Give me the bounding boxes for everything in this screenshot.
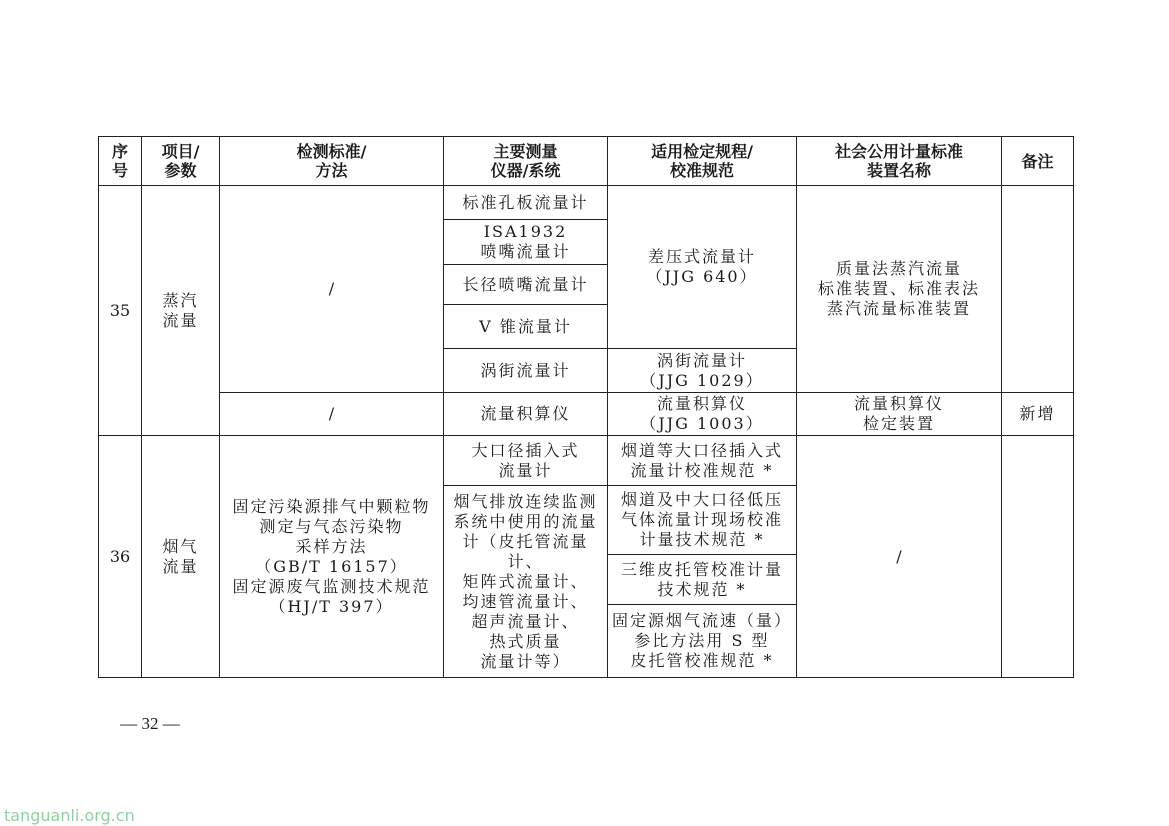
row35-remark bbox=[1002, 186, 1074, 393]
row35-standard: / bbox=[220, 186, 444, 393]
row35-regulation: 流量积算仪 （JJG 1003） bbox=[608, 393, 797, 436]
flow-standard-table bbox=[98, 136, 1074, 678]
header-row bbox=[99, 137, 1074, 186]
row35-instrument: 长径喷嘴流量计 bbox=[444, 265, 608, 305]
row36-regulation: 固定源烟气流速（量） 参比方法用 S 型 皮托管校准规范 * bbox=[608, 605, 797, 678]
table-row bbox=[99, 186, 1074, 220]
row35-instrument: 流量积算仪 bbox=[444, 393, 608, 436]
row35-item: 蒸汽 流量 bbox=[142, 186, 220, 436]
row35-instrument: ISA1932 喷嘴流量计 bbox=[444, 220, 608, 265]
row36-item: 烟气 流量 bbox=[142, 436, 220, 678]
row35-remark: 新增 bbox=[1002, 393, 1074, 436]
row35-standard: / bbox=[220, 393, 444, 436]
row35-regulation: 涡街流量计 （JJG 1029） bbox=[608, 349, 797, 393]
row36-remark bbox=[1002, 436, 1074, 678]
row35-device: 流量积算仪 检定装置 bbox=[797, 393, 1002, 436]
header-device: 社会公用计量标准 装置名称 bbox=[797, 137, 1002, 186]
row36-standard: 固定污染源排气中颗粒物 测定与气态污染物 采样方法 （GB/T 16157） 固定源废气监测技术规范 （HJ/T 397） bbox=[220, 436, 444, 678]
row35-no: 35 bbox=[99, 186, 142, 436]
table-row bbox=[99, 393, 1074, 436]
row35-regulation: 差压式流量计 （JJG 640） bbox=[608, 186, 797, 349]
header-item: 项目/ 参数 bbox=[142, 137, 220, 186]
row36-no: 36 bbox=[99, 436, 142, 678]
table-row bbox=[99, 436, 1074, 486]
page-number: — 32 — bbox=[120, 714, 180, 733]
header-standard: 检测标准/ 方法 bbox=[220, 137, 444, 186]
row35-instrument: 标准孔板流量计 bbox=[444, 186, 608, 220]
row36-instrument: 大口径插入式 流量计 bbox=[444, 436, 608, 486]
row35-device: 质量法蒸汽流量 标准装置、标准表法 蒸汽流量标准装置 bbox=[797, 186, 1002, 393]
row35-instrument: V 锥流量计 bbox=[444, 305, 608, 349]
row36-regulation: 烟道等大口径插入式 流量计校准规范 * bbox=[608, 436, 797, 486]
header-remark: 备注 bbox=[1002, 137, 1074, 186]
row36-device: / bbox=[797, 436, 1002, 678]
row36-regulation: 三维皮托管校准计量 技术规范 * bbox=[608, 555, 797, 605]
watermark: tanguanli.org.cn bbox=[4, 806, 135, 825]
header-instruments: 主要测量 仪器/系统 bbox=[444, 137, 608, 186]
header-no: 序 号 bbox=[99, 137, 142, 186]
header-regulation: 适用检定规程/ 校准规范 bbox=[608, 137, 797, 186]
row36-instrument: 烟气排放连续监测 系统中使用的流量 计（皮托管流量计、 矩阵式流量计、 均速管流量计、 超声流量计、 热式质量 流量计等） bbox=[444, 486, 608, 678]
row36-regulation: 烟道及中大口径低压 气体流量计现场校准 计量技术规范 * bbox=[608, 486, 797, 555]
row35-instrument: 涡街流量计 bbox=[444, 349, 608, 393]
